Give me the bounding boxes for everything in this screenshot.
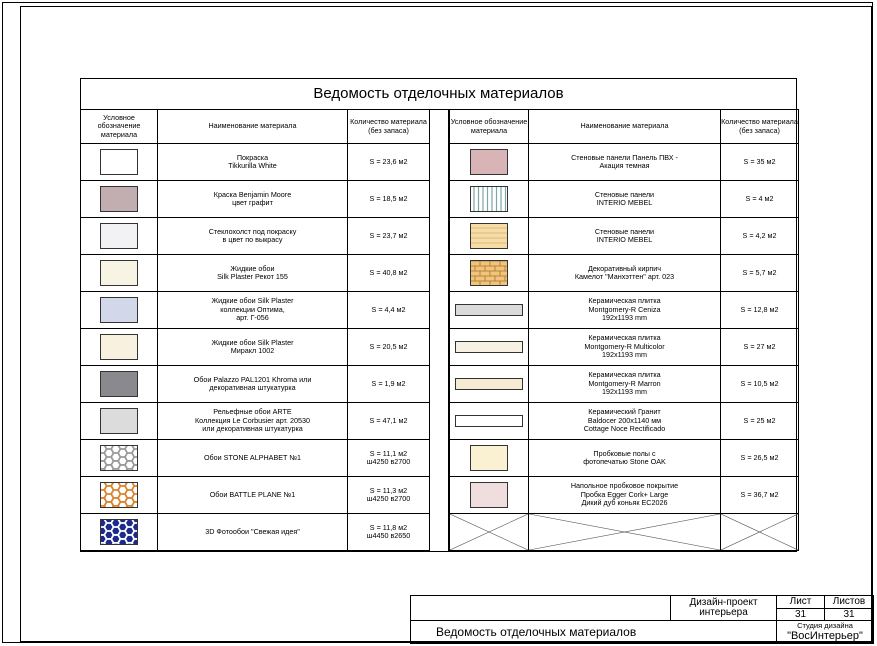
- document-title: Ведомость отделочных материалов: [411, 621, 777, 644]
- table-header-row: [81, 110, 430, 144]
- table-header-row: [450, 110, 799, 144]
- material-name: Рельефные обои ARTE Коллекция Le Corbusier арт. 20530 или декоративная штукатурка: [158, 403, 348, 440]
- sheet-label: Лист: [777, 596, 825, 609]
- material-name: Керамический Гранит Baldocer 200x1140 мм Cottage Noce Rectificado: [529, 403, 721, 440]
- material-swatch: [100, 519, 138, 545]
- material-name: 3D Фотообои "Свежая идея": [158, 514, 348, 551]
- header-name: Наименование материала: [529, 110, 721, 144]
- material-name: Стеклохолст под покраску в цвет по выкрасу: [158, 218, 348, 255]
- swatch-cell: [81, 218, 158, 255]
- material-swatch: [100, 408, 138, 434]
- material-qty: S = 47,1 м2: [348, 403, 430, 440]
- material-qty: S = 11,3 м2 ш4250 в2700: [348, 477, 430, 514]
- material-swatch: [455, 304, 523, 316]
- material-qty: S = 4 м2: [721, 181, 799, 218]
- material-name: [529, 514, 721, 551]
- table-row: [450, 329, 799, 366]
- swatch-cell: [450, 366, 529, 403]
- material-swatch: [455, 341, 523, 353]
- table-row: [81, 181, 430, 218]
- material-qty: S = 4,2 м2: [721, 218, 799, 255]
- material-swatch: [470, 223, 508, 249]
- material-name: Керамическая плитка Montgomery-R Ceniza 192x1193 mm: [529, 292, 721, 329]
- table-row: [450, 292, 799, 329]
- material-swatch: [470, 482, 508, 508]
- header-qty: Количество материала (без запаса): [721, 110, 799, 144]
- swatch-cell: [450, 255, 529, 292]
- header-symbol: Условное обозначение материала: [450, 110, 529, 144]
- material-swatch: [470, 186, 508, 212]
- swatch-cell: [450, 329, 529, 366]
- material-swatch: [100, 297, 138, 323]
- material-swatch: [470, 260, 508, 286]
- material-qty: S = 40,8 м2: [348, 255, 430, 292]
- table-row: [450, 403, 799, 440]
- materials-table-right: [449, 109, 799, 551]
- material-name: Жидкие обои Silk Plaster Рекот 155: [158, 255, 348, 292]
- table-row: [450, 218, 799, 255]
- materials-sheet: [80, 78, 797, 552]
- material-name: Керамическая плитка Montgomery-R Multicolor 192x1193 mm: [529, 329, 721, 366]
- material-swatch: [455, 378, 523, 390]
- table-row: [450, 255, 799, 292]
- material-name: Покраска Tikkurilla White: [158, 144, 348, 181]
- material-swatch: [100, 334, 138, 360]
- swatch-cell: [81, 403, 158, 440]
- material-qty: S = 11,8 м2 ш4450 в2650: [348, 514, 430, 551]
- studio-block: [777, 621, 874, 644]
- sheet-number: 31: [777, 609, 825, 621]
- material-qty: S = 27 м2: [721, 329, 799, 366]
- material-swatch: [100, 260, 138, 286]
- material-qty: S = 10,5 м2: [721, 366, 799, 403]
- swatch-cell: [450, 218, 529, 255]
- header-qty: Количество материала (без запаса): [348, 110, 430, 144]
- studio-label: Студия дизайна: [797, 621, 853, 630]
- project-label: Дизайн-проект интерьера: [671, 596, 777, 621]
- swatch-cell: [450, 292, 529, 329]
- swatch-cell: [81, 181, 158, 218]
- table-row: [81, 329, 430, 366]
- material-name: Стеновые панели INTERIO MEBEL: [529, 181, 721, 218]
- material-qty: S = 23,7 м2: [348, 218, 430, 255]
- table-row: [450, 440, 799, 477]
- swatch-cell: [81, 144, 158, 181]
- material-qty: S = 25 м2: [721, 403, 799, 440]
- swatch-cell: [81, 366, 158, 403]
- material-swatch: [100, 223, 138, 249]
- header-name: Наименование материала: [158, 110, 348, 144]
- empty-cell-cross: [721, 514, 798, 550]
- material-name: Обои BATTLE PLANE №1: [158, 477, 348, 514]
- table-row: [81, 255, 430, 292]
- material-name: Керамическая плитка Montgomery-R Marron 192x1193 mm: [529, 366, 721, 403]
- material-qty: S = 1,9 м2: [348, 366, 430, 403]
- material-qty: S = 12,8 м2: [721, 292, 799, 329]
- material-name: Стеновые панели INTERIO MEBEL: [529, 218, 721, 255]
- material-name: Напольное пробковое покрытие Пробка Egger Cork+ Large Дикий дуб коньяк EC2026: [529, 477, 721, 514]
- material-qty: S = 20,5 м2: [348, 329, 430, 366]
- material-swatch: [100, 482, 138, 508]
- material-name: Жидкие обои Silk Plaster Миракл 1002: [158, 329, 348, 366]
- material-swatch: [470, 445, 508, 471]
- swatch-cell: [81, 477, 158, 514]
- materials-table-left: [80, 109, 430, 551]
- title-block: [410, 595, 873, 643]
- swatch-cell: [450, 477, 529, 514]
- material-name: Краска Benjamin Moore цвет графит: [158, 181, 348, 218]
- table-row: [81, 218, 430, 255]
- sheets-label: Листов: [825, 596, 874, 609]
- sheet-title: Ведомость отделочных материалов: [81, 79, 796, 110]
- material-qty: S = 11,1 м2 ш4250 в2700: [348, 440, 430, 477]
- material-swatch: [100, 149, 138, 175]
- table-row: [81, 440, 430, 477]
- studio-name: "ВосИнтерьер": [787, 630, 863, 642]
- material-swatch: [100, 371, 138, 397]
- material-swatch: [100, 445, 138, 471]
- header-symbol: Условное обозначение материала: [81, 110, 158, 144]
- table-row: [81, 366, 430, 403]
- table-row: [450, 366, 799, 403]
- swatch-cell: [450, 144, 529, 181]
- material-name: Обои STONE ALPHABET №1: [158, 440, 348, 477]
- material-name: Декоративный кирпич Камелот "Манхэттен" арт. 023: [529, 255, 721, 292]
- table-row: [81, 292, 430, 329]
- table-row: [450, 181, 799, 218]
- table-row: [81, 144, 430, 181]
- material-name: Стеновые панели Панель ПВХ - Акация темная: [529, 144, 721, 181]
- material-qty: S = 23,6 м2: [348, 144, 430, 181]
- table-row: [81, 514, 430, 551]
- material-qty: [721, 514, 799, 551]
- swatch-cell: [450, 403, 529, 440]
- material-qty: S = 36,7 м2: [721, 477, 799, 514]
- swatch-cell: [450, 440, 529, 477]
- swatch-cell: [81, 514, 158, 551]
- left-table-edge: [429, 109, 430, 551]
- material-name: Обои Palazzo PAL1201 Khroma или декоративная штукатурка: [158, 366, 348, 403]
- material-name: Жидкие обои Silk Plaster коллекции Оптима, арт. Г-056: [158, 292, 348, 329]
- table-row: [450, 477, 799, 514]
- table-row: [81, 403, 430, 440]
- table-row: [450, 514, 799, 551]
- table-row: [450, 144, 799, 181]
- empty-cell-cross: [450, 514, 528, 550]
- empty-cell-cross: [529, 514, 720, 550]
- swatch-cell: [81, 440, 158, 477]
- swatch-cell: [81, 292, 158, 329]
- material-qty: S = 35 м2: [721, 144, 799, 181]
- title-block-blank: [411, 596, 671, 621]
- material-swatch: [455, 415, 523, 427]
- material-qty: S = 26,5 м2: [721, 440, 799, 477]
- sheets-total: 31: [825, 609, 874, 621]
- swatch-cell: [81, 255, 158, 292]
- material-qty: S = 4,4 м2: [348, 292, 430, 329]
- material-qty: S = 18,5 м2: [348, 181, 430, 218]
- material-name: Пробковые полы с фотопечатью Stone OAK: [529, 440, 721, 477]
- material-swatch: [470, 149, 508, 175]
- swatch-cell: [450, 514, 529, 551]
- material-swatch: [100, 186, 138, 212]
- swatch-cell: [450, 181, 529, 218]
- table-row: [81, 477, 430, 514]
- swatch-cell: [81, 329, 158, 366]
- material-qty: S = 5,7 м2: [721, 255, 799, 292]
